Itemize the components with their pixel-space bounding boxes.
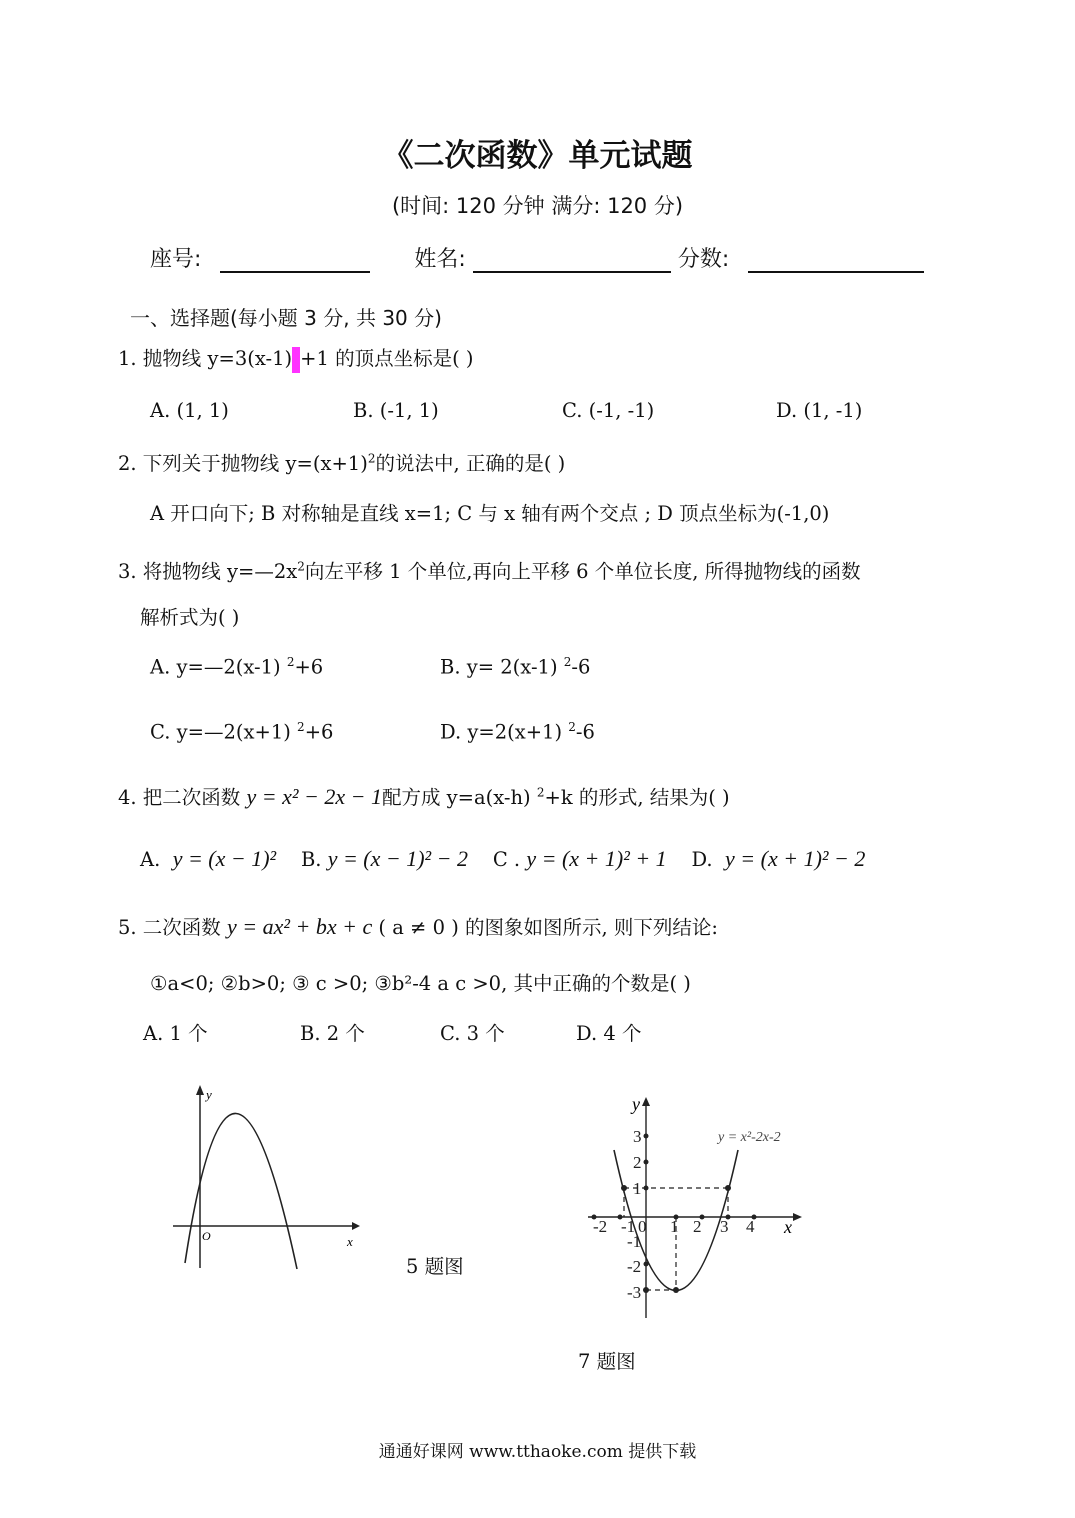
- q5-expression: y = ax² + bx + c: [227, 914, 373, 939]
- fig7-y-label: y: [632, 1094, 640, 1114]
- q3-exponent: 2: [297, 559, 305, 574]
- q1-option-b: B. (-1, 1): [353, 399, 439, 422]
- figure-5-graph: [165, 1075, 365, 1275]
- q4-option-d: y = (x + 1)² − 2: [725, 846, 866, 871]
- fig5-x-label: x: [347, 1234, 353, 1249]
- q5-stem-tail: 的图象如图所示, 则下列结论:: [465, 916, 718, 939]
- q2-options: A 开口向下; B 对称轴是直线 x=1; C 与 x 轴有两个交点 ; D 顶点坐标为(-1,0): [150, 502, 830, 525]
- q5-stem: 5. 二次函数: [118, 916, 228, 939]
- q1-option-a: A. (1, 1): [150, 399, 229, 422]
- fig7-x-tick: 2: [693, 1217, 702, 1236]
- q4-expression: y = x² − 2x − 1: [246, 784, 382, 809]
- score-blank[interactable]: [748, 249, 924, 273]
- q3-stem: 3. 将抛物线 y=—2x: [118, 560, 298, 583]
- fig7-y-tick: 2: [633, 1153, 642, 1172]
- q4-option-a-label: A.: [140, 848, 161, 871]
- q5-option-a: A. 1 个: [143, 1022, 208, 1045]
- fig7-x-label: x: [784, 1217, 792, 1237]
- fig5-y-arrow: [196, 1085, 204, 1095]
- q3-stem-tail: 向左平移 1 个单位,再向上平移 6 个单位长度, 所得抛物线的函数: [304, 560, 861, 583]
- fig7-y-arrow: [642, 1097, 650, 1106]
- q5-conclusions: ①a<0; ②b>0; ③ c >0; ③b²-4 a c >0, 其中正确的个数是( ): [150, 972, 691, 995]
- q3-option-a: A. y=—2(x-1) $^2$+6: [150, 655, 324, 679]
- fig5-x-arrow: [352, 1222, 360, 1230]
- fig7-x-tick: 1: [670, 1217, 679, 1236]
- question-3: [118, 556, 861, 584]
- section-heading: 一、选择题(每小题 3 分, 共 30 分): [130, 306, 442, 330]
- q4-options: [140, 846, 865, 872]
- q3-line2: 解析式为( ): [140, 606, 240, 629]
- question-4: 4. 把二次函数 y = x² − 2x − 1配方成 y=a(x-h) $^2$+k 的形式, 结果为( ): [118, 784, 730, 809]
- q4-option-c: y = (x + 1)² + 1: [526, 846, 667, 871]
- q4-option-c-label: C .: [492, 848, 521, 871]
- name-blank[interactable]: [473, 249, 671, 273]
- fig7-x-arrow: [793, 1213, 802, 1221]
- name-label: 姓名:: [414, 247, 466, 272]
- q4-stem-tail: +k 的形式, 结果为( ): [544, 786, 730, 809]
- fig7-y-tick: 3: [633, 1127, 642, 1146]
- fig7-y-tick: 1: [633, 1179, 642, 1198]
- q2-stem: 2. 下列关于抛物线 y=(x+1): [118, 452, 368, 475]
- fig7-x-tick: 0: [638, 1217, 647, 1236]
- question-2: [118, 448, 565, 476]
- page-title: 《二次函数》单元试题: [382, 138, 693, 174]
- q1-stem-tail: +1 的顶点坐标是( ): [300, 347, 474, 370]
- fig5-y-label: y: [206, 1087, 212, 1102]
- q4-option-d-label: D.: [691, 848, 713, 871]
- fig5-parabola: [185, 1113, 297, 1269]
- fig7-x-tick: -1: [621, 1217, 636, 1236]
- q2-exponent: 2: [367, 451, 376, 466]
- fig7-y-tick: -3: [627, 1283, 642, 1302]
- fig7-x-tick: 3: [720, 1217, 729, 1236]
- q4-option-b-label: B.: [300, 848, 322, 871]
- q2-stem-tail: 的说法中, 正确的是( ): [375, 452, 566, 475]
- exam-info: (时间: 120 分钟 满分: 120 分): [391, 194, 684, 218]
- fig7-x-tick: 4: [746, 1217, 755, 1236]
- q3-option-d: D. y=2(x+1) $^2$-6: [440, 720, 595, 744]
- q4-stem-mid: 配方成 y=a(x-h): [381, 786, 537, 809]
- figure-5-caption: 5 题图: [406, 1255, 464, 1278]
- highlight-mark: [292, 347, 300, 373]
- q3-option-c: C. y=—2(x+1) $^2$+6: [150, 720, 334, 744]
- fig7-y-tick: -1: [627, 1232, 642, 1251]
- q1-stem: 1. 抛物线 y=3(x-1): [118, 347, 293, 370]
- question-1: [118, 343, 474, 373]
- score-label: 分数:: [677, 247, 730, 272]
- footer: 通通好课网 www.tthaoke.com 提供下载: [378, 1442, 697, 1462]
- q4-stem: 4. 把二次函数: [118, 786, 247, 809]
- q1-option-d: D. (1, -1): [776, 399, 863, 422]
- info-row: [150, 242, 924, 273]
- fig7-x-tick: -2: [593, 1217, 608, 1236]
- fig7-curve-label: y = x²-2x-2: [718, 1130, 781, 1145]
- q5-condition: ( a ≠ 0 ): [378, 916, 459, 939]
- q4-option-a: y = (x − 1)²: [172, 846, 277, 871]
- q5-option-d: D. 4 个: [576, 1022, 642, 1045]
- fig5-origin-label: O: [202, 1229, 211, 1243]
- fig7-y-tick: -2: [627, 1257, 642, 1276]
- figure-7-graph: [578, 1092, 818, 1328]
- question-5: [118, 912, 718, 940]
- q5-option-c: C. 3 个: [440, 1022, 505, 1045]
- seat-blank[interactable]: [220, 249, 370, 273]
- q4-option-b: y = (x − 1)² − 2: [327, 846, 469, 871]
- figure-7-caption: 7 题图: [578, 1350, 636, 1373]
- q3-option-b: B. y= 2(x-1) $^2$-6: [440, 655, 591, 679]
- seat-label: 座号:: [150, 247, 202, 272]
- q5-option-b: B. 2 个: [300, 1022, 365, 1045]
- q1-option-c: C. (-1, -1): [562, 399, 655, 422]
